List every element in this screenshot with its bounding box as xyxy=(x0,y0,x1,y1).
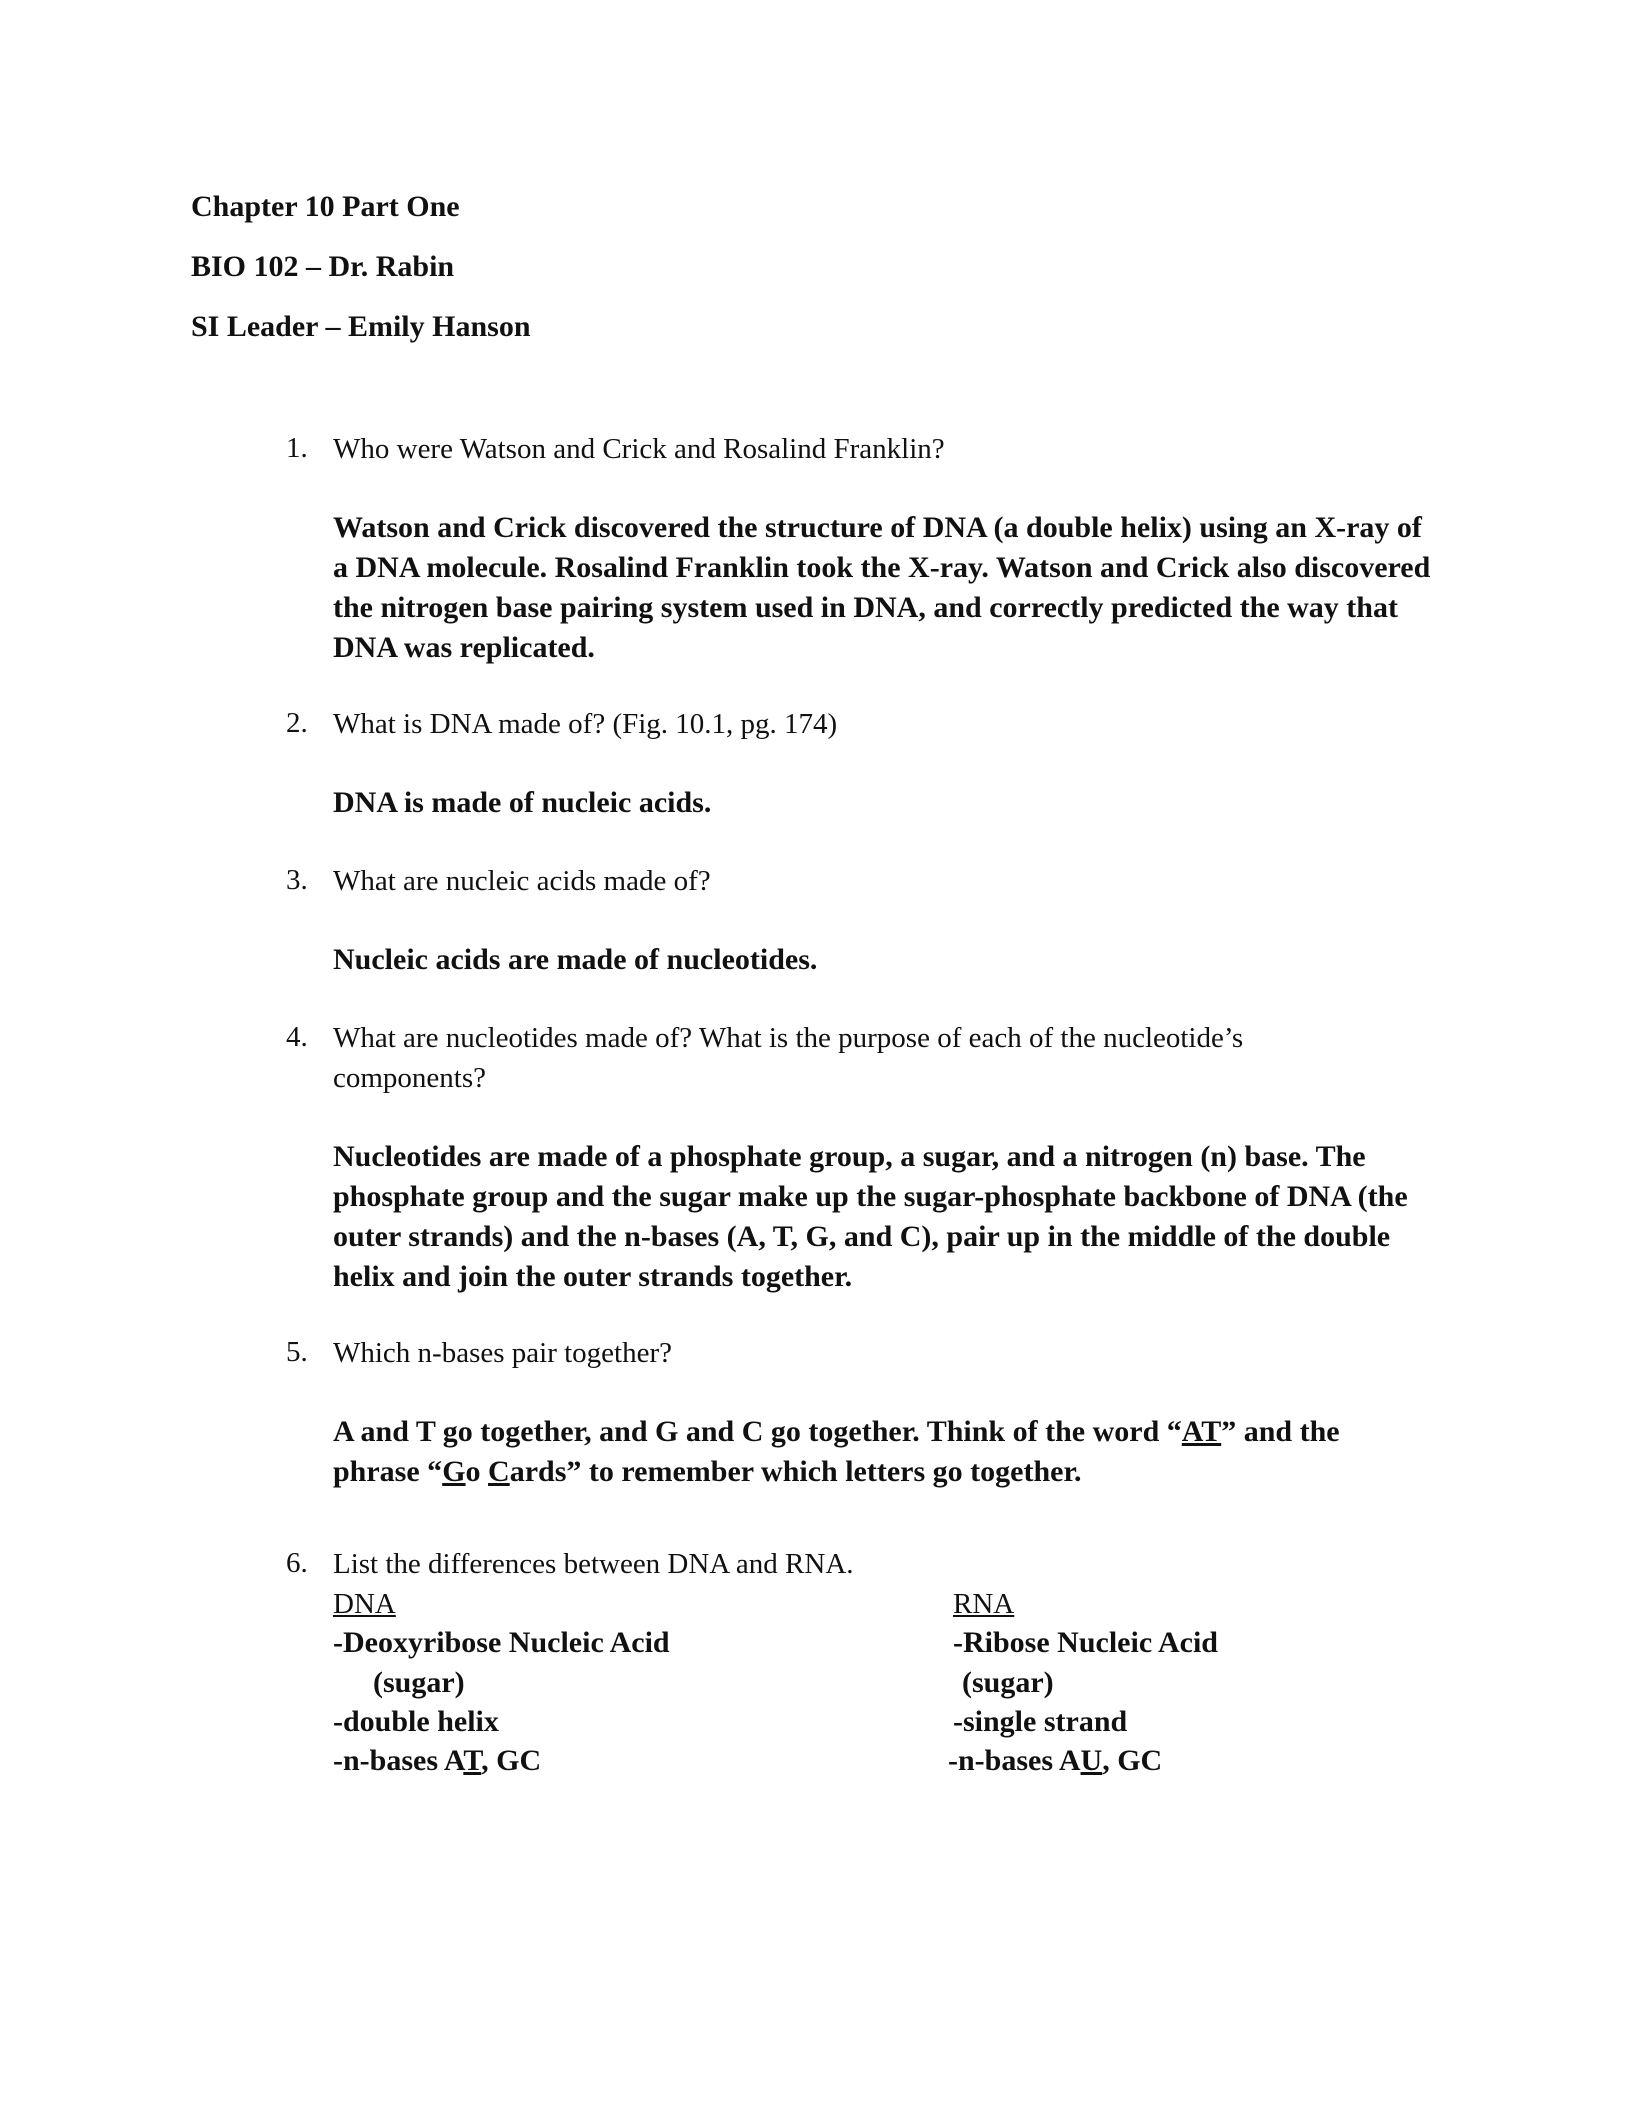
question-number: 1. xyxy=(286,432,308,464)
dna-bases xyxy=(333,1741,541,1781)
question-number: 2. xyxy=(286,707,308,739)
answer-text: DNA is made of nucleic acids. xyxy=(333,786,712,819)
underlined-base: U xyxy=(1080,1744,1103,1777)
question-text: List the differences between DNA and RNA. xyxy=(333,1548,854,1580)
answer-text: Nucleic acids are made of nucleotides. xyxy=(333,943,818,976)
answer-text: Nucleotides are made of a phosphate group, a sugar, and a nitrogen (n) base. The phosphate group and the sugar make up the sugar-phosphate backbone of DNA (the outer strands) and the n-bases (A, T, G, and C), pair up in the middle of the double helix and join the outer strands together. xyxy=(333,1140,1408,1293)
underlined-base: T xyxy=(463,1744,482,1777)
question-text: Who were Watson and Crick and Rosalind Franklin? xyxy=(333,433,945,465)
question-number: 6. xyxy=(286,1547,308,1579)
question-text: Which n-bases pair together? xyxy=(333,1337,672,1369)
rna-column-heading: RNA xyxy=(953,1588,1015,1620)
underlined-letter: C xyxy=(488,1455,510,1488)
dna-structure: -double helix xyxy=(333,1705,499,1738)
question-number: 3. xyxy=(286,864,308,896)
answer-part: A and T go together, and G and C go together. Think of the word “ xyxy=(333,1415,1182,1448)
document-title: Chapter 10 Part One xyxy=(191,190,460,223)
dna-column-heading: DNA xyxy=(333,1588,396,1620)
underlined-term: AT xyxy=(1181,1415,1222,1448)
si-leader-line: SI Leader – Emily Hanson xyxy=(191,310,531,343)
answer-text: Watson and Crick discovered the structure of DNA (a double helix) using an X-ray of a DNA molecule. Rosalind Franklin took the X-ray. Watson and Crick also discovered the nitrogen base pairing system used in DNA, and correctly predicted the way that DNA was replicated. xyxy=(333,511,1431,664)
answer-part: ards” to remember which letters go together. xyxy=(509,1455,1082,1488)
answer-part: o xyxy=(465,1455,489,1488)
rna-bases xyxy=(948,1741,1162,1781)
dna-sugar-note: (sugar) xyxy=(373,1666,465,1699)
bases-prefix: -n-bases A xyxy=(948,1744,1081,1777)
answer-text xyxy=(333,1412,1433,1492)
bases-suffix: , GC xyxy=(481,1744,542,1777)
question-number: 5. xyxy=(286,1336,308,1368)
answer-part: ” and the phrase “ xyxy=(333,1415,1340,1488)
course-line: BIO 102 – Dr. Rabin xyxy=(191,250,455,283)
rna-structure: -single strand xyxy=(953,1705,1128,1738)
question-text: What are nucleic acids made of? xyxy=(333,865,711,897)
bases-suffix: , GC xyxy=(1102,1744,1163,1777)
rna-name: -Ribose Nucleic Acid xyxy=(953,1626,1218,1659)
bases-prefix: -n-bases A xyxy=(333,1744,464,1777)
underlined-letter: G xyxy=(442,1455,466,1488)
dna-name: -Deoxyribose Nucleic Acid xyxy=(333,1626,670,1659)
question-number: 4. xyxy=(286,1021,308,1053)
question-text: What are nucleotides made of? What is the purpose of each of the nucleotide’s components? xyxy=(333,1022,1244,1094)
question-text: What is DNA made of? (Fig. 10.1, pg. 174) xyxy=(333,708,838,740)
rna-sugar-note: (sugar) xyxy=(962,1666,1054,1699)
